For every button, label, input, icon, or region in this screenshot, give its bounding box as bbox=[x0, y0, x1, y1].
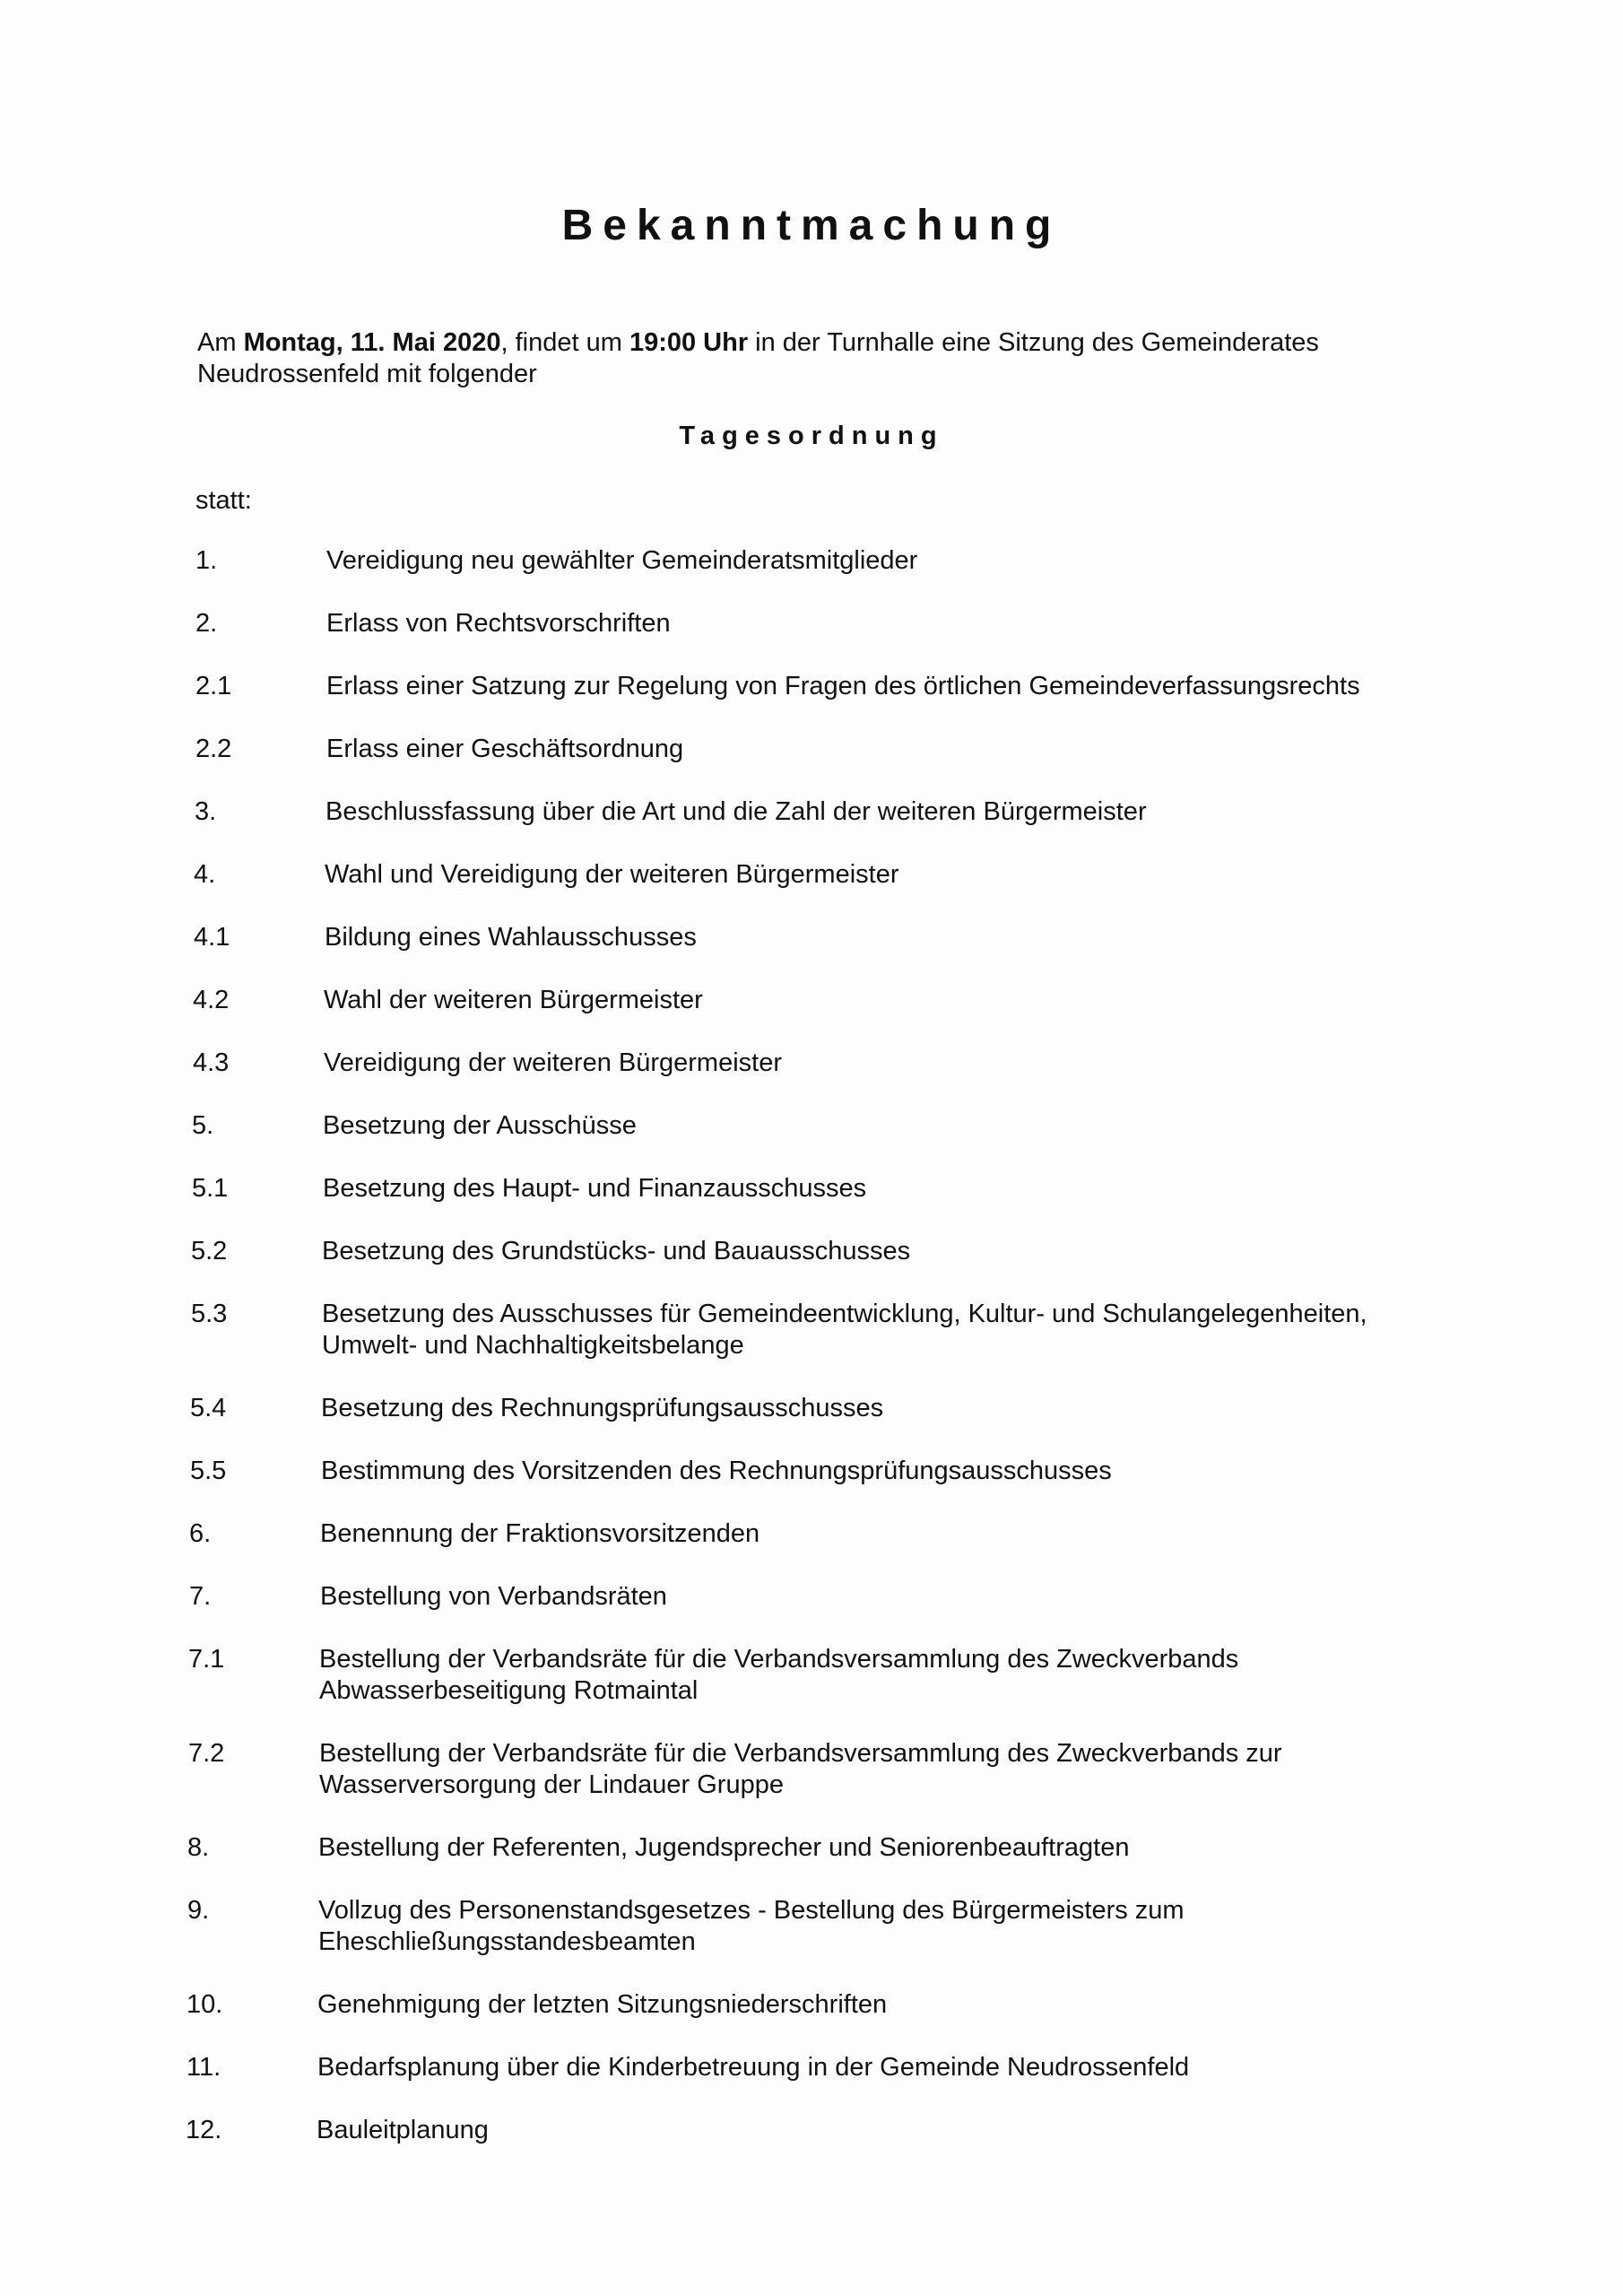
agenda-item-text: Erlass von Rechtsvorschriften bbox=[326, 609, 671, 638]
agenda-item-number: 4.1 bbox=[194, 923, 230, 952]
agenda-item-text: Benennung der Fraktionsvorsitzenden bbox=[320, 1519, 760, 1548]
agenda-item-number: 7. bbox=[189, 1582, 212, 1611]
agenda-item-number: 4.3 bbox=[193, 1048, 230, 1077]
agenda-item-number: 2.1 bbox=[195, 672, 232, 700]
agenda-item-text: Besetzung des Grundstücks- und Bauausschusses bbox=[322, 1237, 911, 1265]
agenda-item-text: Beschlussfassung über die Art und die Zahl der weiteren Bürgermeister bbox=[325, 797, 1147, 826]
agenda-item-text: Besetzung des Haupt- und Finanzausschusses bbox=[323, 1174, 867, 1203]
intro-text-3: , findet um bbox=[500, 328, 629, 357]
agenda-item-text: Bestellung der Verbandsräte für die Verbandsversammlung des Zweckverbands zur Wasserversorgung der Lindauer Gruppe bbox=[319, 1739, 1282, 1799]
agenda-item-text: Erlass einer Geschäftsordnung bbox=[326, 735, 684, 763]
agenda-item-text: Genehmigung der letzten Sitzungsniederschriften bbox=[317, 1990, 888, 2019]
agenda-item-text: Bestellung von Verbandsräten bbox=[320, 1582, 667, 1611]
agenda-item-number: 8. bbox=[187, 1833, 210, 1862]
agenda-item-text: Vereidigung neu gewählter Gemeinderatsmitglieder bbox=[326, 546, 918, 575]
agenda-item-number: 4. bbox=[194, 860, 216, 889]
intro-text-2 bbox=[385, 328, 392, 357]
agenda-heading: Tagesordnung bbox=[679, 422, 944, 450]
agenda-item-text: Besetzung des Ausschusses für Gemeindeentwicklung, Kultur- und Schulangelegenheiten, Umwelt- und Nachhaltigkeitsbelange bbox=[322, 1300, 1367, 1360]
intro-date: Mai 2020 bbox=[392, 328, 501, 357]
agenda-item-number: 12. bbox=[186, 2116, 222, 2144]
agenda-item-text: Besetzung des Rechnungsprüfungsausschusses bbox=[321, 1394, 884, 1422]
statt-label: statt: bbox=[195, 486, 252, 515]
agenda-item-text: Besetzung der Ausschüsse bbox=[323, 1111, 637, 1140]
agenda-item-number: 5. bbox=[192, 1111, 214, 1140]
agenda-item-number: 4.2 bbox=[193, 986, 230, 1014]
agenda-item-number: 5.1 bbox=[192, 1174, 229, 1203]
agenda-item-number: 7.1 bbox=[188, 1645, 225, 1674]
agenda-item-text: Wahl und Vereidigung der weiteren Bürgermeister bbox=[325, 860, 899, 889]
agenda-item-text: Bildung eines Wahlausschusses bbox=[325, 923, 697, 952]
agenda-item-number: 5.3 bbox=[191, 1300, 228, 1328]
agenda-item-number: 7.2 bbox=[188, 1739, 225, 1768]
intro-time: 19:00 Uhr bbox=[629, 328, 749, 357]
intro-text-4: in der Turnhalle eine Sitzung des Gemeinderates Neudrossenfeld mit folgender bbox=[197, 328, 1319, 388]
agenda-item-text: Bestimmung des Vorsitzenden des Rechnungsprüfungsausschusses bbox=[321, 1457, 1112, 1485]
agenda-item-text: Wahl der weiteren Bürgermeister bbox=[324, 986, 703, 1014]
agenda-item-number: 1. bbox=[195, 546, 218, 575]
intro-text-1: Am bbox=[197, 328, 244, 357]
agenda-item-number: 9. bbox=[187, 1896, 210, 1925]
agenda-item-number: 6. bbox=[189, 1519, 212, 1548]
agenda-item-number: 2.2 bbox=[195, 735, 232, 763]
agenda-item-text: Bauleitplanung bbox=[317, 2116, 489, 2144]
agenda-item-number: 5.5 bbox=[190, 1457, 227, 1485]
agenda-item-text: Erlass einer Satzung zur Regelung von Fragen des örtlichen Gemeindeverfassungsrechts bbox=[326, 672, 1360, 700]
intro-weekday: Montag, 11. bbox=[243, 328, 386, 357]
agenda-item-number: 5.2 bbox=[191, 1237, 228, 1265]
agenda-item-number: 5.4 bbox=[190, 1394, 227, 1422]
agenda-item-text: Vereidigung der weiteren Bürgermeister bbox=[324, 1048, 782, 1077]
agenda-item-text: Bedarfsplanung über die Kinderbetreuung in der Gemeinde Neudrossenfeld bbox=[317, 2053, 1190, 2082]
agenda-item-text: Bestellung der Verbandsräte für die Verbandsversammlung des Zweckverbands Abwasserbeseitigung Rotmaintal bbox=[319, 1645, 1239, 1705]
agenda-item-number: 3. bbox=[195, 797, 217, 826]
agenda-item-number: 10. bbox=[187, 1990, 223, 2019]
document-title: Bekanntmachung bbox=[561, 202, 1062, 249]
intro-paragraph bbox=[197, 327, 1435, 390]
agenda-item-text: Bestellung der Referenten, Jugendsprecher und Seniorenbeauftragten bbox=[318, 1833, 1130, 1862]
agenda-item-number: 11. bbox=[187, 2053, 221, 2082]
agenda-item-number: 2. bbox=[195, 609, 218, 638]
agenda-item-text: Vollzug des Personenstandsgesetzes - Bestellung des Bürgermeisters zum Eheschließungsstandesbeamten bbox=[318, 1896, 1185, 1956]
